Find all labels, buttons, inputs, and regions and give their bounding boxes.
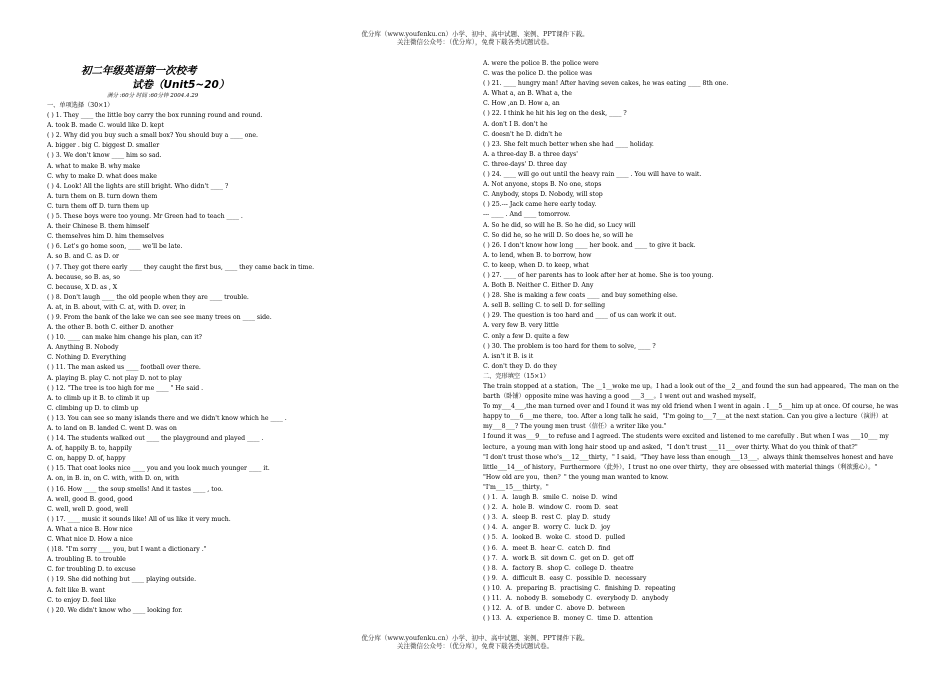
header-line-2: 关注微信公众号：（优分库），免费下载各类试题试卷。: [397, 38, 553, 46]
question-line: ( ) 2. Why did you buy such a small box? You should buy a ____ one.: [47, 132, 258, 140]
question-line: A. don't I B. don't he: [483, 120, 548, 128]
question-line: C. was the police D. the police was: [483, 70, 593, 78]
question-line: ( ) 11. The man asked us ____ football over there.: [47, 364, 201, 372]
question-line: A. to climb up it B. to climb it up: [47, 394, 150, 402]
question-line: ( ) 9. From the bank of the lake we can see see many trees on ____ side.: [47, 313, 272, 321]
question-line: ( ) 22. I think he hit his leg on the desk, ____ ?: [483, 110, 627, 118]
option-line: ( ) 2．A．hole B．window C．room D．seat: [483, 504, 619, 512]
page-header: [0, 30, 950, 46]
passage-paragraph: To my___4___,the man turned over and I found it was my old friend when I went in again . I___5___him up at once. Of course, he was happy to___6___me there，too. After a long talk he said，"I'm going to___7___at the next station. Can you give a lecture（演讲）at my___8___? The young men trust（信任）a writer like you.": [483, 403, 899, 431]
question-line: 二、完形填空（15×1）: [483, 372, 550, 380]
question-line: A. Anything B. Nobody: [47, 344, 119, 352]
question-line: ( ) 13. You can see so many islands there and we didn't know which he ____ .: [47, 414, 287, 422]
option-line: ( ) 7．A．work B．sit down C．get on D．get off: [483, 554, 634, 562]
question-line: C. to keep, when D. to keep, what: [483, 261, 589, 269]
question-line: ( ) 5. These boys were too young. Mr Green had to teach ____ .: [47, 213, 243, 221]
option-line: ( ) 9．A．difficult B．easy C．possible D．necessary: [483, 574, 647, 582]
question-line: A. were the police B. the police were: [483, 60, 599, 67]
question-line: ( ) 28. She is making a few coats ____ and buy something else.: [483, 292, 678, 300]
question-line: A. what to make B. why make: [47, 162, 141, 170]
question-line: A. bigger . big C. biggest D. smaller: [47, 142, 160, 150]
question-line: A. because, so B. as, so: [47, 273, 120, 281]
question-line: A. turn them on B. turn down them: [47, 192, 158, 200]
question-line: ( ) 16. How ____ the soup smells! And it tastes ____ , too.: [47, 485, 224, 493]
question-line: A. felt like B. want: [47, 586, 106, 594]
question-line: ( ) 21. ____ hungry man! After having seven cakes, he was eating ____ 8th one.: [483, 80, 729, 88]
question-line: ( ) 10. ____ can make him change his plan, can it?: [47, 334, 203, 342]
question-line: A. Not anyone, stops B. No one, stops: [483, 181, 602, 189]
option-line: ( ) 10．A．preparing B．practising C．finishing D．repeating: [483, 584, 676, 592]
question-line: A. of, happily B. to, happily: [47, 445, 132, 453]
footer-line-1: 优分库（www.youfenku.cn）小学、初中、高中试题、案例、PPT课件下载。: [361, 634, 589, 642]
page-footer: [0, 634, 950, 650]
option-line: ( ) 8．A．factory B．shop C．college D．theatre: [483, 564, 634, 572]
question-line: ( ) 7. They got there early ____ they caught the first bus, ____ they came back in time.: [47, 263, 315, 271]
question-line: C. So did he, so he will D. So does he, so will he: [483, 231, 633, 239]
question-line: ( ) 20. We didn't know who ____ looking for.: [47, 606, 183, 614]
question-line: A. at, in B. about, with C. at, with D. over, in: [47, 303, 186, 311]
question-line: ( )18. "I'm sorry ____ you, but I want a dictionary .": [47, 546, 207, 554]
question-line: ( ) 12. "The tree is too high for me ____ " He said .: [47, 384, 204, 392]
question-line: A. playing B. play C. not play D. not to play: [47, 374, 182, 382]
question-line: A. their Chinese B. them himself: [47, 223, 149, 231]
question-line: C. three-days' D. three day: [483, 160, 567, 168]
passage-paragraph: "I don't trust those who's___12___thirty，" I said。"They have less than enough___13___，always think themselves honest and have little___14___of history。Furthermore（此外），I trust no one over thirty，they are obsessed with material things（利欲熏心）。": [483, 453, 894, 471]
question-line: C. on, happy D. of, happy: [47, 455, 126, 463]
option-line: ( ) 1．A．laugh B．smile C．noise D．wind: [483, 494, 618, 502]
question-line: A. to lend, when B. to borrow, how: [483, 251, 592, 259]
question-line: A. What a, an B. What a, the: [483, 90, 572, 98]
question-line: ( ) 26. I don't know how long ____ her book. and ____ to give it back.: [483, 241, 696, 249]
question-line: A. troubling B. to trouble: [47, 556, 126, 564]
question-line: ( ) 8. Don't laugh ____ the old people when they are ____ trouble.: [47, 293, 249, 301]
question-line: A. So he did, so will he B. So he did, so Lucy will: [483, 221, 636, 229]
option-line: ( ) 4．A．anger B．worry C．luck D．joy: [483, 524, 611, 532]
question-line: C. turn them off D. turn them up: [47, 202, 149, 210]
exam-subtitle: 试卷（Unit5~20）: [132, 79, 230, 91]
exam-title: 初二年级英语第一次校考: [81, 65, 197, 77]
question-line: ( ) 24. ____ will go out until the heavy rain ____ . You will have to wait.: [483, 171, 702, 179]
question-line: ( ) 6. Let's go home soon, ____ we'll be late.: [47, 243, 183, 251]
question-line: ( ) 15. That coat looks nice ____ you and you look much younger ____ it.: [47, 465, 270, 473]
footer-line-2: 关注微信公众号：（优分库），免费下载各类试题试卷。: [397, 642, 553, 650]
question-line: A. isn't it B. is it: [483, 352, 534, 360]
exam-meta: 满分 :60分 时间 :60分钟 2004.4.29: [107, 93, 199, 99]
option-line: ( ) 13．A．experience B．money C．time D．attention: [483, 615, 653, 623]
question-line: C. What nice D. How a nice: [47, 536, 133, 544]
passage-paragraph: "I'm___15___thirty。": [483, 483, 549, 491]
question-line: --- ____ . And ____ tomorrow.: [483, 211, 571, 219]
question-line: C. themselves him D. him themselves: [47, 233, 164, 241]
question-line: A. Both B. Neither C. Either D. Any: [483, 282, 594, 290]
question-line: C. don't they D. do they: [483, 362, 557, 370]
question-line: C. for troubling D. to excuse: [47, 566, 136, 574]
left-column: [47, 64, 437, 616]
option-line: ( ) 5．A．looked B．woke C．stood D．pulled: [483, 534, 626, 542]
question-line: C. Nothing D. Everything: [47, 354, 127, 362]
question-line: C. How ,an D. How a, an: [483, 100, 560, 108]
passage-paragraph: "How old are you，then？" the young man wanted to know.: [483, 473, 669, 481]
question-line: A. very few B. very little: [483, 322, 559, 330]
header-line-1: 优分库（www.youfenku.cn）小学、初中、高中试题、案例、PPT课件下载。: [361, 30, 589, 38]
question-line: ( ) 19. She did nothing but ____ playing outside.: [47, 576, 197, 584]
question-line: A. to land on B. landed C. went D. was on: [47, 425, 177, 432]
question-line: A. took B. made C. would like D. kept: [47, 122, 164, 130]
question-line: C. only a few D. quite a few: [483, 332, 570, 340]
question-line: C. Anybody, stops D. Nobody, will stop: [483, 191, 603, 199]
cloze-options-list: [483, 493, 911, 624]
question-line: ( ) 25.--- Jack came here early today.: [483, 201, 597, 209]
option-line: ( ) 3．A．sleep B．rest C．play D．study: [483, 514, 611, 522]
question-line: C. why to make D. what does make: [47, 172, 157, 180]
question-line: A. a three-day B. a three days': [483, 150, 578, 158]
question-line: ( ) 4. Look! All the lights are still bright. Who didn't ____ ?: [47, 182, 229, 190]
question-line: ( ) 27. ____ of her parents has to look after her at home. She is too young.: [483, 271, 714, 279]
right-question-list: [483, 59, 911, 382]
question-line: A. What a nice B. How nice: [47, 525, 133, 533]
question-line: ( ) 30. The problem is too hard for them to solve, ____ ?: [483, 342, 656, 350]
question-line: A. so B. and C. as D. or: [47, 253, 119, 261]
question-line: A. the other B. both C. either D. another: [47, 324, 174, 332]
question-line: C. climbing up D. to climb up: [47, 404, 139, 412]
cloze-passage: [483, 382, 911, 493]
question-line: ( ) 17. ____ music it sounds like! All of us like it very much.: [47, 515, 231, 523]
question-line: C. well, well D. good, well: [47, 505, 129, 513]
question-line: A. on, in B. in, on C. with, with D. on, with: [47, 475, 179, 483]
question-line: ( ) 14. The students walked out ____ the playground and played ____ .: [47, 435, 264, 443]
right-column: [483, 59, 911, 624]
option-line: ( ) 11．A．nobody B．somebody C．everybody D．anybody: [483, 594, 669, 602]
question-line: C. because, X D. as , X: [47, 283, 118, 291]
question-line: ( ) 23. She felt much better when she had ____ holiday.: [483, 140, 654, 148]
question-line: A. sell B. selling C. to sell D. for selling: [483, 302, 606, 310]
passage-paragraph: I found it was___9___to refuse and I agreed. The students were excited and listened to me carefully . But when I was ___10___ my lecture，a young man with long hair stood up and asked，"I don't trust ___11___over thirty. What do you think of that?": [483, 433, 889, 451]
question-line: A. well, good B. good, good: [47, 495, 133, 503]
left-question-list: [47, 101, 437, 616]
question-line: C. to enjoy D. feel like: [47, 596, 116, 604]
question-line: 一、单项选择（30×1）: [47, 102, 114, 109]
option-line: ( ) 6．A．meet B．hear C．catch D．find: [483, 544, 611, 552]
option-line: ( ) 12．A．of B．under C．above D．between: [483, 605, 625, 613]
question-line: ( ) 29. The question is too hard and ____ of us can work it out.: [483, 312, 677, 320]
question-line: C. doesn't he D. didn't he: [483, 130, 563, 138]
question-line: ( ) 3. We don't know ____ him so sad.: [47, 152, 162, 160]
passage-paragraph: The train stopped at a station。The __1__woke me up。I had a look out of the__2__and found the sun had appeared。The man on the barth（卧铺）opposite mine was having a good ___3___。I went out and washed myself。: [483, 383, 899, 401]
question-line: ( ) 1. They ____ the little boy carry the box running round and round.: [47, 112, 263, 120]
